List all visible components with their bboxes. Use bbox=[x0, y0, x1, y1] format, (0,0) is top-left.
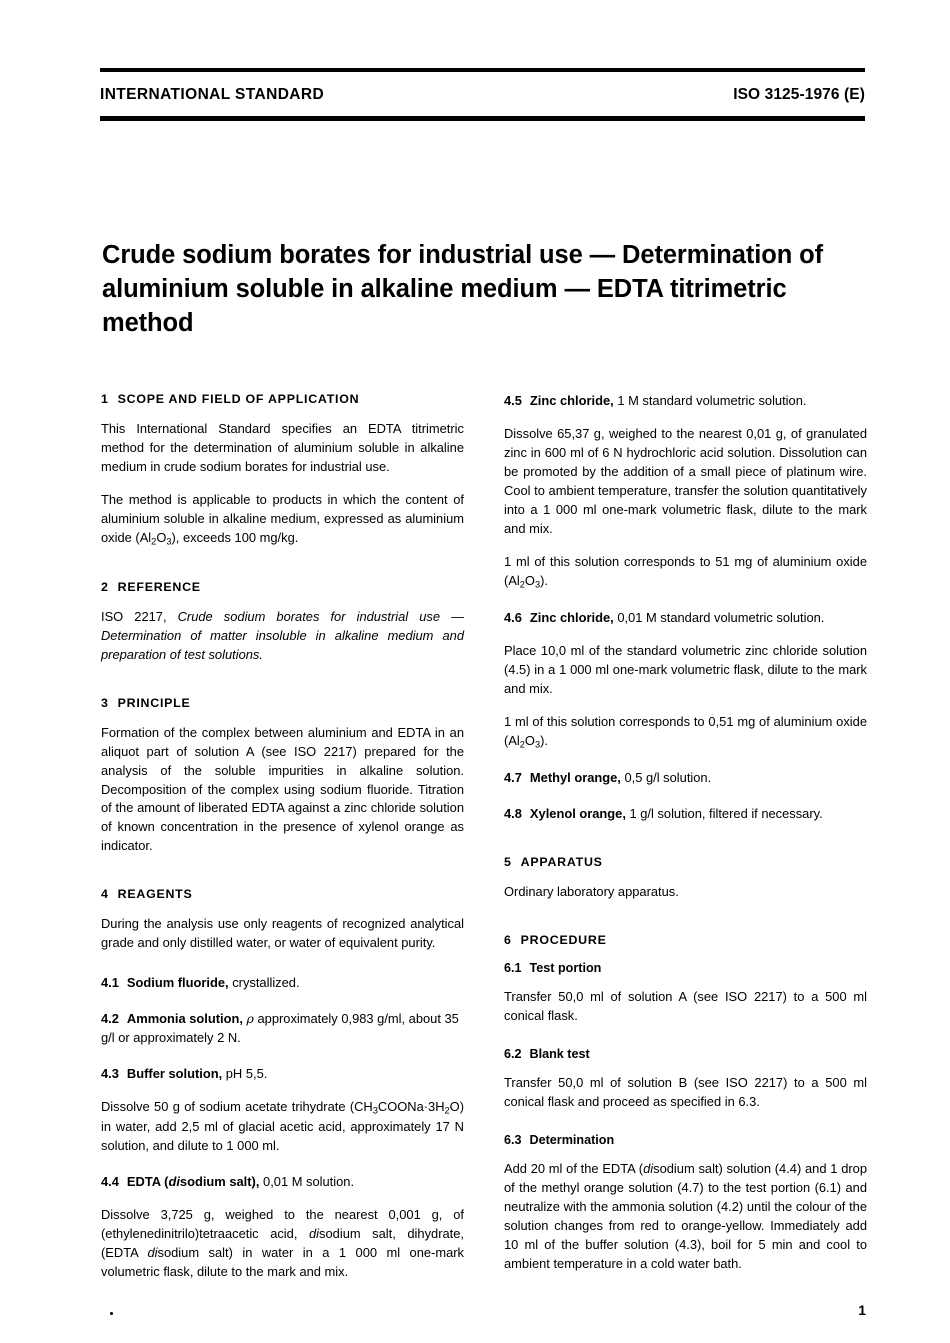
s1p2-part-a: The method is applicable to products in which the content of aluminium soluble in alkaline medium, expressed as aluminium oxide (Al bbox=[101, 491, 464, 545]
section-6-1-number: 6.1 bbox=[504, 960, 522, 975]
spacer bbox=[504, 838, 867, 855]
r43-part-a: Dissolve 50 g of sodium acetate trihydrate (CH bbox=[101, 1099, 373, 1115]
reagent-4-4 bbox=[101, 1173, 464, 1192]
section-6-2-paragraph: Transfer 50,0 ml of solution B (see ISO 2217) to a 500 ml conical flask and proceed as specified in 6.3. bbox=[504, 1074, 867, 1109]
reagent-4-8-number: 4.8 bbox=[504, 806, 522, 822]
density-symbol: ρ bbox=[246, 1011, 254, 1027]
reagent-4-4-body bbox=[101, 1206, 464, 1282]
section-3-paragraph-1: Formation of the complex between aluminium and EDTA in an aliquot part of solution A (see ISO 2217) prepared for the analysis of the soluble impurities in alkaline solution. Decomposition of the complex using sodium fluoride. Titration of the amount of liberated EDTA against a zinc chloride solution of known concentration in the presence of xylenol orange as indicator. bbox=[101, 724, 464, 854]
section-6-1-title: Test portion bbox=[529, 960, 602, 975]
heading-section-5 bbox=[504, 855, 867, 870]
spacer bbox=[504, 916, 867, 933]
reagent-4-5-rest: 1 M standard volumetric solution. bbox=[613, 393, 807, 408]
reagent-4-5-body: Dissolve 65,37 g, weighed to the nearest 0,01 g, of granulated zinc in 600 ml of 6 N hydrochloric acid solution. Dissolution can be promoted by the addition of a small piece of platinum wire. Cool to ambient temperature, transfer the solution quantitatively into a 1 000 ml one-mark volumetric flask, dilute to the mark and mix. bbox=[504, 425, 867, 536]
r44-italic-2: di bbox=[147, 1245, 158, 1261]
section-2-title: REFERENCE bbox=[117, 579, 201, 594]
r43-part-c: O) in water, add 2,5 ml of glacial acetic acid, approximately 17 N solution, and dilute to 1 000 ml. bbox=[101, 1099, 464, 1154]
section-2-number: 2 bbox=[101, 579, 109, 594]
reagent-4-3-name: Buffer solution, bbox=[126, 1066, 223, 1082]
heading-section-6-3 bbox=[504, 1133, 867, 1148]
reagent-4-7-name: Methyl orange, bbox=[529, 770, 621, 786]
spacer bbox=[101, 563, 464, 580]
reference-title: Crude sodium borates for industrial use — Determination of matter insoluble in alkaline medium and preparation of test solutions. bbox=[101, 608, 464, 662]
page-number: 1 bbox=[858, 1302, 866, 1318]
reagent-4-7 bbox=[504, 769, 867, 788]
r45-eq-sub-2: 3 bbox=[534, 579, 541, 590]
r43-sub-1: 3 bbox=[372, 1105, 378, 1116]
section-6-number: 6 bbox=[504, 932, 512, 947]
section-6-3-title: Determination bbox=[529, 1132, 615, 1147]
reagent-4-2-rest: approximately 0,983 g/ml, about 35 g/l or approximately 2 N. bbox=[101, 1011, 459, 1046]
reagent-4-6-body: Place 10,0 ml of the standard volumetric zinc chloride solution (4.5) in a 1 000 ml one-mark volumetric flask, dilute to the mark and mix. bbox=[504, 642, 867, 696]
reagent-4-4-name-b: sodium salt), bbox=[179, 1174, 260, 1190]
section-3-title: PRINCIPLE bbox=[117, 695, 191, 710]
reagent-4-6-name: Zinc chloride, bbox=[529, 609, 614, 625]
section-6-title: PROCEDURE bbox=[520, 932, 607, 947]
section-4-title: REAGENTS bbox=[117, 887, 193, 902]
reagent-4-5-number: 4.5 bbox=[504, 393, 522, 408]
r44-italic-1: di bbox=[309, 1226, 320, 1242]
section-5-title: APPARATUS bbox=[520, 855, 603, 869]
right-column bbox=[504, 392, 867, 1282]
reagent-4-4-number: 4.4 bbox=[101, 1174, 119, 1190]
reagent-4-6 bbox=[504, 609, 867, 628]
s1p2-part-b: O bbox=[156, 529, 167, 545]
r45-eq-a: 1 ml of this solution corresponds to 51 mg of aluminium oxide (Al bbox=[504, 553, 867, 588]
header-standard-number: ISO 3125-1976 (E) bbox=[733, 86, 865, 103]
s1p2-sub-1: 2 bbox=[151, 536, 157, 547]
reagent-4-6-rest: 0,01 M standard volumetric solution. bbox=[613, 609, 825, 625]
r46-eq-sub-1: 2 bbox=[519, 739, 525, 750]
r46-eq-b: O bbox=[524, 732, 535, 748]
r46-eq-c: ). bbox=[540, 732, 548, 748]
section-5-paragraph-1: Ordinary laboratory apparatus. bbox=[504, 883, 679, 899]
r45-eq-c: ). bbox=[540, 572, 548, 588]
section-6-3-number: 6.3 bbox=[504, 1132, 522, 1147]
section-1-title: SCOPE AND FIELD OF APPLICATION bbox=[117, 392, 360, 406]
spacer bbox=[504, 1126, 867, 1133]
reagent-4-6-equivalence bbox=[504, 713, 867, 752]
reagent-4-3-rest: pH 5,5. bbox=[222, 1066, 268, 1082]
reagent-4-3 bbox=[101, 1065, 464, 1084]
r44-part-a: Dissolve 3,725 g, weighed to the nearest 0,001 g, of (ethylenedinitrilo)tetraacetic acid, bbox=[101, 1207, 464, 1242]
section-1-paragraph-1: This International Standard specifies an EDTA titrimetric method for the determination of aluminium soluble in alkaline medium in crude sodium borates for industrial use. bbox=[101, 420, 464, 474]
reagent-4-2-name: Ammonia solution, bbox=[126, 1011, 243, 1027]
reagent-4-2-number: 4.2 bbox=[101, 1011, 119, 1027]
s63-part-a: Add 20 ml of the EDTA ( bbox=[504, 1160, 644, 1176]
r45-eq-sub-1: 2 bbox=[519, 579, 525, 590]
reagent-4-8-rest: 1 g/l solution, filtered if necessary. bbox=[625, 806, 823, 822]
section-6-2-title: Blank test bbox=[529, 1046, 590, 1061]
reagent-4-7-number: 4.7 bbox=[504, 770, 522, 786]
reference-prefix: ISO 2217, bbox=[101, 608, 178, 624]
reagent-4-4-rest: 0,01 M solution. bbox=[259, 1174, 355, 1190]
s1p2-sub-2: 3 bbox=[166, 536, 172, 547]
r44-part-c: sodium salt) in water in a 1 000 ml one-mark volumetric flask, dilute to the mark and mix. bbox=[101, 1245, 464, 1280]
r43-sub-2: 2 bbox=[444, 1105, 450, 1116]
reagent-4-5 bbox=[504, 392, 867, 411]
header-left-label: INTERNATIONAL STANDARD bbox=[100, 86, 325, 103]
page-header bbox=[100, 68, 865, 121]
reagent-4-2 bbox=[101, 1010, 464, 1048]
r44-part-b: sodium salt, dihydrate, (EDTA bbox=[101, 1226, 464, 1261]
section-6-3-paragraph bbox=[504, 1160, 867, 1274]
reagent-4-4-name-italic: di bbox=[168, 1174, 180, 1190]
r46-eq-a: 1 ml of this solution corresponds to 0,51 mg of aluminium oxide (Al bbox=[504, 713, 867, 748]
section-6-2-number: 6.2 bbox=[504, 1046, 522, 1061]
heading-section-1 bbox=[101, 392, 464, 407]
reagent-4-5-name: Zinc chloride, bbox=[529, 393, 614, 408]
section-4-number: 4 bbox=[101, 887, 109, 902]
reagent-4-1 bbox=[101, 974, 464, 993]
heading-section-3 bbox=[101, 696, 464, 711]
reagent-4-3-number: 4.3 bbox=[101, 1066, 119, 1082]
reagent-4-1-name: Sodium fluoride, bbox=[126, 975, 229, 991]
section-4-intro: During the analysis use only reagents of recognized analytical grade and only distilled water, or water of equivalent purity. bbox=[101, 916, 464, 951]
spacer bbox=[504, 1040, 867, 1047]
section-5-number: 5 bbox=[504, 855, 512, 869]
header-bottom-rule bbox=[100, 116, 865, 121]
heading-section-2 bbox=[101, 580, 464, 595]
reagent-4-7-rest: 0,5 g/l solution. bbox=[620, 770, 712, 786]
spacer bbox=[101, 870, 464, 887]
s63-part-b: sodium salt) solution (4.4) and 1 drop of the methyl orange solution (4.7) to the test portion (6.1) and neutralize with the ammonia solution (4.2) until the colour of the solution changes from red to orange-yellow. Immediately add 10 ml of the buffer solution (4.3), boil for 5 min and cool to ambient temperature in a cold water bath. bbox=[504, 1160, 867, 1271]
r45-eq-b: O bbox=[524, 572, 535, 588]
footer-registration-mark bbox=[110, 1312, 113, 1315]
s1p2-part-c: ), exceeds 100 mg/kg. bbox=[171, 529, 299, 545]
header-row bbox=[100, 72, 865, 116]
heading-section-6-2 bbox=[504, 1047, 867, 1062]
heading-section-4 bbox=[101, 887, 464, 902]
section-6-1-paragraph: Transfer 50,0 ml of solution A (see ISO 2217) to a 500 ml conical flask. bbox=[504, 988, 867, 1023]
reagent-4-3-body bbox=[101, 1098, 464, 1156]
left-column bbox=[101, 392, 464, 1282]
r43-part-b: COONa·3H bbox=[377, 1099, 445, 1115]
reagent-4-6-number: 4.6 bbox=[504, 609, 522, 625]
reagent-4-8 bbox=[504, 805, 867, 824]
reagent-4-8-name: Xylenol orange, bbox=[529, 806, 626, 822]
r46-eq-sub-2: 3 bbox=[534, 739, 541, 750]
reagent-4-1-number: 4.1 bbox=[101, 975, 119, 991]
spacer bbox=[101, 679, 464, 696]
section-2-reference bbox=[101, 608, 464, 665]
spacer bbox=[101, 967, 464, 974]
reagent-4-4-name-a: EDTA ( bbox=[126, 1174, 169, 1190]
section-1-number: 1 bbox=[101, 392, 109, 406]
heading-section-6-1 bbox=[504, 961, 867, 976]
s63-italic: di bbox=[643, 1160, 654, 1176]
page-title: Crude sodium borates for industrial use — Determination of aluminium soluble in alkaline medium — EDTA titrimetric method bbox=[102, 241, 824, 337]
reagent-4-1-rest: crystallized. bbox=[228, 975, 300, 991]
heading-section-6 bbox=[504, 933, 867, 948]
section-3-number: 3 bbox=[101, 695, 109, 710]
body-columns bbox=[101, 392, 867, 1282]
reagent-4-5-equivalence bbox=[504, 553, 867, 592]
section-1-paragraph-2 bbox=[101, 491, 464, 549]
